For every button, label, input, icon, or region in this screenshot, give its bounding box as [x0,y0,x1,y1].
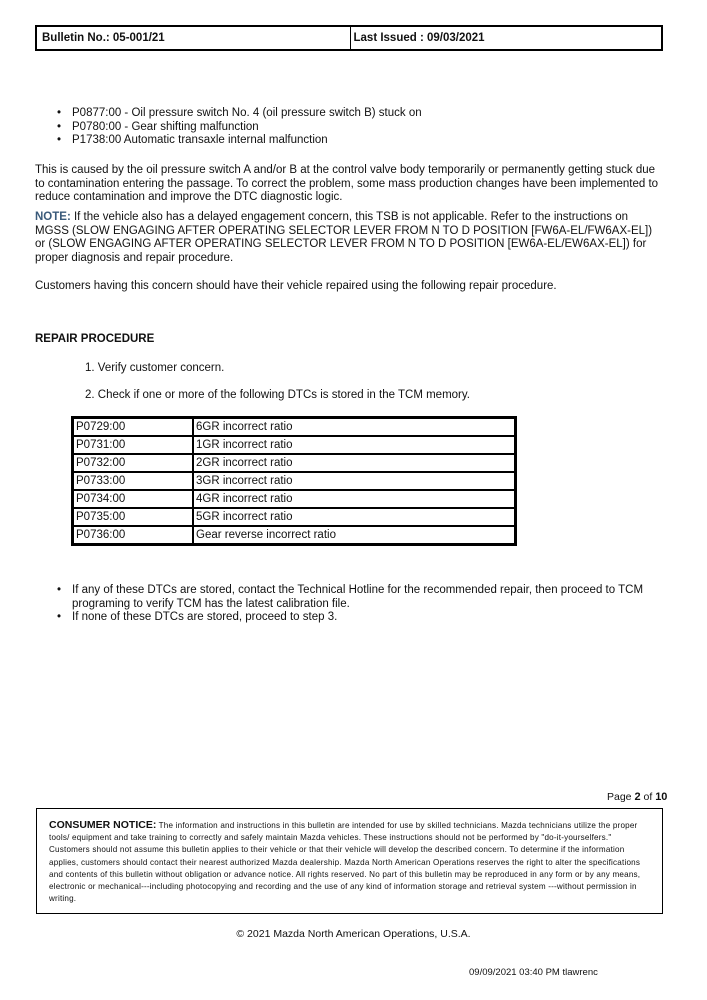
note-text: If the vehicle also has a delayed engagement concern, this TSB is not applicable. Refer to the instructions on MGSS (SLOW ENGAGING AFTER OPERATING SELECTOR LEVER FROM N TO D POSITION [FW6A-EL/FW6AX-EL]) or (SLOW ENGAGING AFTER OPERATING SELECTOR LEVER FROM N TO D POSITION [EW6A-EL/EW6AX-EL]) for proper diagnosis and repair procedure. [35,211,653,265]
table-row [73,508,515,526]
table-row [73,436,515,454]
table-row [73,454,515,472]
list-item: • P1738:00 Automatic transaxle internal malfunction [54,134,422,148]
note-paragraph [35,211,665,266]
page-number [607,791,667,803]
list-item: • If any of these DTCs are stored, contact the Technical Hotline for the recommended repair, then proceed to TCM programing to verify TCM has the latest calibration file. [54,584,666,611]
table-row [73,490,515,508]
copyright: © 2021 Mazda North American Operations, U.S.A. [236,928,471,940]
consumer-notice-title: CONSUMER NOTICE: [49,819,157,831]
dtc-description: 6GR incorrect ratio [193,418,515,436]
bulletin-number: Bulletin No.: 05-001/21 [42,32,165,44]
dtc-code: P0735:00 [73,508,193,526]
consumer-notice-text: The information and instructions in this bulletin are intended for use by skilled technicians. Mazda technicians utilize the proper tools/ equipment and take training to correctly and safely maintain Mazda vehicles. These instructions should not be performed by "do-it-yourselfers." Customers should not assume this bulletin applies to their vehicle or that their vehicle will develop the described concern. To determine if the information applies, customers should contact their nearest authorized Mazda dealership. Mazda North American Operations reserves the right to alter the specifications and contents of this bulletin without obligation or advance notice. All rights reserved. No part of this bulletin may be reproduced in any form or by any means, electronic or mechanical---including photocopying and recording and the use of any kind of information storage and retrieval system ---without permission in writing. [49,821,641,904]
dtc-description: 4GR incorrect ratio [193,490,515,508]
dtc-bullet-list [54,107,422,148]
dtc-code: P0732:00 [73,454,193,472]
step-2: 2. Check if one or more of the following DTCs is stored in the TCM memory. [85,389,470,401]
page-prefix: Page [607,791,632,803]
customers-paragraph: Customers having this concern should have their vehicle repaired using the following repair procedure. [35,280,557,292]
note-label: NOTE: [35,211,71,223]
dtc-code: P0729:00 [73,418,193,436]
list-item: • P0780:00 - Gear shifting malfunction [54,121,422,135]
table-row [73,418,515,436]
table-row [73,472,515,490]
dtc-description: 2GR incorrect ratio [193,454,515,472]
step-1: 1. Verify customer concern. [85,362,225,374]
dtc-table [71,416,517,546]
page-current: 2 [634,791,641,803]
dtc-code: P0734:00 [73,490,193,508]
instructions-bullet-list [54,584,666,625]
bulletin-header [35,25,663,51]
page-of: of [643,791,653,803]
repair-procedure-heading: REPAIR PROCEDURE [35,333,155,345]
dtc-code: P0733:00 [73,472,193,490]
table-row [73,526,515,544]
last-issued-date: Last Issued : 09/03/2021 [350,27,662,49]
list-item: • P0877:00 - Oil pressure switch No. 4 (oil pressure switch B) stuck on [54,107,422,121]
page-total: 10 [655,791,668,803]
dtc-description: 3GR incorrect ratio [193,472,515,490]
dtc-description: 1GR incorrect ratio [193,436,515,454]
list-item: • If none of these DTCs are stored, proceed to step 3. [54,611,666,625]
print-timestamp: 09/09/2021 03:40 PM tlawrenc [469,967,598,978]
consumer-notice-box [36,808,663,914]
dtc-description: 5GR incorrect ratio [193,508,515,526]
cause-paragraph: This is caused by the oil pressure switch A and/or B at the control valve body temporarily or permanently getting stuck due to contamination entering the passage. To correct the problem, some mass production changes have been implemented to reduce contamination and improve the DTC diagnostic logic. [35,164,659,204]
dtc-code: P0731:00 [73,436,193,454]
dtc-description: Gear reverse incorrect ratio [193,526,515,544]
dtc-code: P0736:00 [73,526,193,544]
